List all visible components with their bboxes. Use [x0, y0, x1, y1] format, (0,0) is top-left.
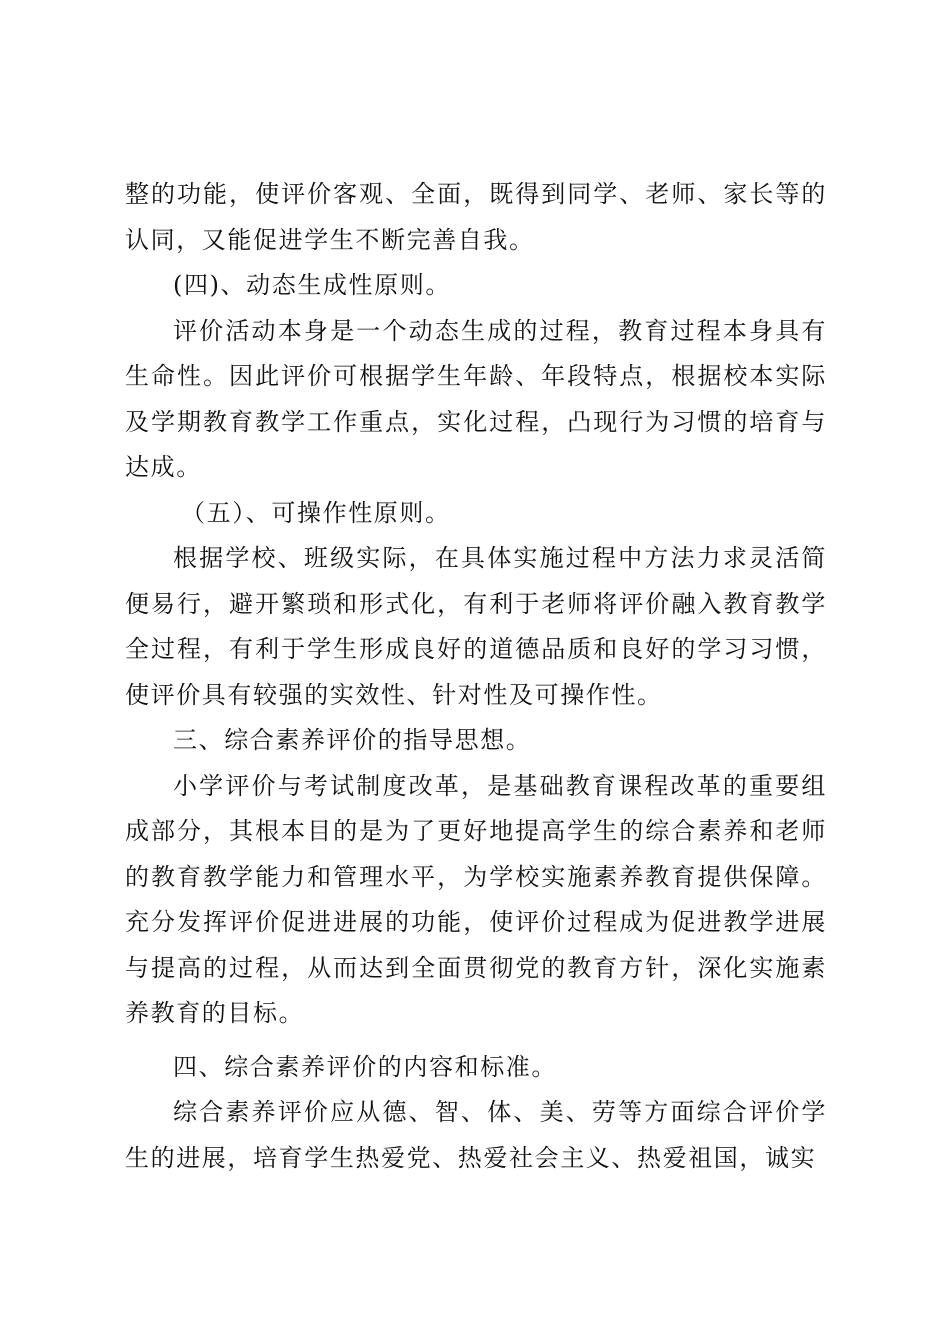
- section-heading-guiding-ideology: 三、综合素养评价的指导思想。: [173, 726, 532, 754]
- paragraph-dynamic-generation: 评价活动本身是一个动态生成的过程，教育过程本身具有生命性。因此评价可根据学生年龄、年段特点，根据校本实际及学期教育教学工作重点，实化过程，凸现行为习惯的培育与达成。: [125, 316, 827, 481]
- paragraph-continuation: 整的功能，使评价客观、全面，既得到同学、老师、家长等的认同，又能促进学生不断完善自我。: [125, 180, 827, 254]
- section-heading-dynamic-generation: (四)、动态生成性原则。: [173, 271, 451, 299]
- document-body: [125, 172, 827, 1181]
- paragraph-operability: 根据学校、班级实际，在具体实施过程中方法力求灵活简便易行，避开繁琐和形式化，有利于老师将评价融入教育教学全过程，有利于学生形成良好的道德品质和良好的学习习惯，使评价具有较强的实效性、针对性及可操作性。: [125, 544, 827, 709]
- paragraph-content-standards: 综合素养评价应从德、智、体、美、劳等方面综合评价学生的进展，培育学生热爱党、热爱社会主义、热爱祖国，诚实: [125, 1098, 827, 1172]
- section-heading-operability: （五）、可操作性原则。: [181, 498, 451, 527]
- section-heading-content-standards: 四、综合素养评价的内容和标准。: [173, 1052, 557, 1081]
- paragraph-guiding-ideology: 小学评价与考试制度改革，是基础教育课程改革的重要组成部分，其根本目的是为了更好地提高学生的综合素养和老师的教育教学能力和管理水平，为学校实施素养教育提供保障。充分发挥评价促进进展的功能，使评价过程成为促进教学进展与提高的过程，从而达到全面贯彻党的教育方针，深化实施素养教育的目标。: [125, 771, 827, 1027]
